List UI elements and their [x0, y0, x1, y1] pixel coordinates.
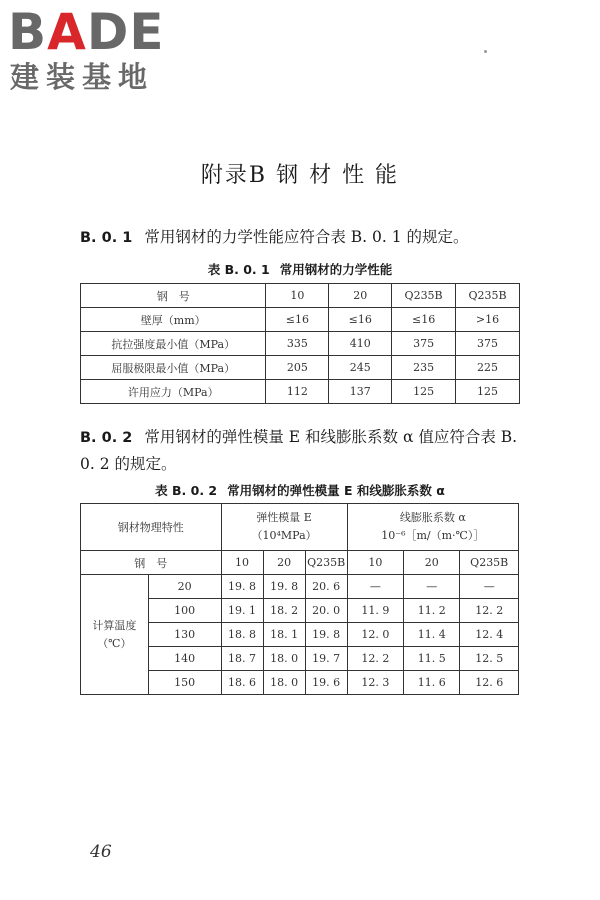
- modulus-header: 弹性模量 E （10⁴MPa）: [221, 504, 347, 551]
- table-cell: 20. 6: [305, 575, 347, 599]
- table-cell: 11. 6: [404, 671, 460, 695]
- table-cell: 12. 2: [347, 647, 403, 671]
- table-cell: 12. 2: [460, 599, 519, 623]
- table-cell: 18. 2: [263, 599, 305, 623]
- table-cell: >16: [456, 308, 520, 332]
- table-cell: 335: [266, 332, 329, 356]
- logo-subtitle: 建装基地: [10, 60, 155, 94]
- table-cell: 20. 0: [305, 599, 347, 623]
- table-cell: 19. 8: [263, 575, 305, 599]
- grade-cell: Q235B: [305, 551, 347, 575]
- table-cell: ≤16: [392, 308, 456, 332]
- table-cell: 245: [329, 356, 392, 380]
- table-cell: —: [404, 575, 460, 599]
- page-number: 46: [90, 842, 112, 862]
- table-cell: 18. 1: [263, 623, 305, 647]
- table-row: [81, 380, 520, 404]
- table-cell: 19. 6: [305, 671, 347, 695]
- table-cell: 11. 5: [404, 647, 460, 671]
- grade-row: [81, 551, 519, 575]
- header-cell: 20: [329, 284, 392, 308]
- table-cell: 12. 5: [460, 647, 519, 671]
- table-cell: 125: [456, 380, 520, 404]
- table-row: [81, 575, 519, 599]
- table-cell: ≤16: [266, 308, 329, 332]
- clause-text: 常用钢材的力学性能应符合表 B. 0. 1 的规定。: [144, 228, 469, 246]
- table-cell: 19. 8: [305, 623, 347, 647]
- table-cell: 375: [392, 332, 456, 356]
- table-cell: 11. 2: [404, 599, 460, 623]
- table-cell: 11. 4: [404, 623, 460, 647]
- clause-number: B. 0. 2: [80, 430, 133, 446]
- table-cell: 235: [392, 356, 456, 380]
- grade-label-cell: 钢 号: [81, 551, 222, 575]
- temperature-cell: 20: [148, 575, 221, 599]
- temperature-cell: 100: [148, 599, 221, 623]
- logo-wordmark: BADE: [8, 3, 165, 61]
- clause-b01: [80, 224, 530, 251]
- table-cell: 375: [456, 332, 520, 356]
- table-cell: 12. 3: [347, 671, 403, 695]
- table-header-row: [81, 284, 520, 308]
- grade-cell: 10: [347, 551, 403, 575]
- grade-cell: 20: [263, 551, 305, 575]
- table-cell: 18. 8: [221, 623, 263, 647]
- table-cell: 205: [266, 356, 329, 380]
- table-caption-b02: 表 B. 0. 2 常用钢材的弹性模量 E 和线膨胀系数 α: [155, 483, 445, 498]
- temperature-cell: 140: [148, 647, 221, 671]
- row-label-cell: 抗拉强度最小值（MPa）: [81, 332, 266, 356]
- header-cell: 10: [266, 284, 329, 308]
- scan-speck: [484, 50, 487, 53]
- table-cell: —: [460, 575, 519, 599]
- table-cell: 11. 9: [347, 599, 403, 623]
- table-cell: ≤16: [329, 308, 392, 332]
- temperature-cell: 130: [148, 623, 221, 647]
- grade-cell: 20: [404, 551, 460, 575]
- grade-cell: 10: [221, 551, 263, 575]
- table-cell: 12. 0: [347, 623, 403, 647]
- modulus-expansion-table: [80, 503, 519, 695]
- table-cell: 12. 6: [460, 671, 519, 695]
- mechanical-properties-table: [80, 283, 520, 404]
- table-cell: 19. 8: [221, 575, 263, 599]
- table-row: [81, 308, 520, 332]
- table-cell: 19. 7: [305, 647, 347, 671]
- table-cell: 12. 4: [460, 623, 519, 647]
- temperature-label-cell: 计算温度 （℃）: [81, 575, 149, 695]
- table-cell: 18. 0: [263, 671, 305, 695]
- table-row: [81, 356, 520, 380]
- table-row: [81, 332, 520, 356]
- table-caption-b01: 表 B. 0. 1 常用钢材的力学性能: [207, 262, 393, 277]
- clause-b02: [80, 424, 530, 477]
- clause-number: B. 0. 1: [80, 230, 133, 246]
- bade-logo: [8, 4, 178, 96]
- table-cell: 18. 7: [221, 647, 263, 671]
- clause-text: 常用钢材的弹性模量 E 和线膨胀系数 α 值应符合表 B. 0. 2 的规定。: [80, 428, 518, 473]
- table-cell: —: [347, 575, 403, 599]
- temperature-cell: 150: [148, 671, 221, 695]
- table-cell: 18. 0: [263, 647, 305, 671]
- row-label-cell: 许用应力（MPa）: [81, 380, 266, 404]
- appendix-title: 附录B 钢 材 性 能: [200, 163, 400, 188]
- table-cell: 125: [392, 380, 456, 404]
- grade-cell: Q235B: [460, 551, 519, 575]
- physical-property-header: 钢材物理特性: [81, 504, 222, 551]
- table-cell: 137: [329, 380, 392, 404]
- table-cell: 18. 6: [221, 671, 263, 695]
- row-label-cell: 屈服极限最小值（MPa）: [81, 356, 266, 380]
- header-cell: Q235B: [392, 284, 456, 308]
- table-cell: 410: [329, 332, 392, 356]
- header-cell: 钢 号: [81, 284, 266, 308]
- table-cell: 112: [266, 380, 329, 404]
- expansion-header: 线膨胀系数 α 10⁻⁶［m/（m·℃）］: [347, 504, 518, 551]
- header-cell: Q235B: [456, 284, 520, 308]
- row-label-cell: 壁厚（mm）: [81, 308, 266, 332]
- table-cell: 19. 1: [221, 599, 263, 623]
- table-cell: 225: [456, 356, 520, 380]
